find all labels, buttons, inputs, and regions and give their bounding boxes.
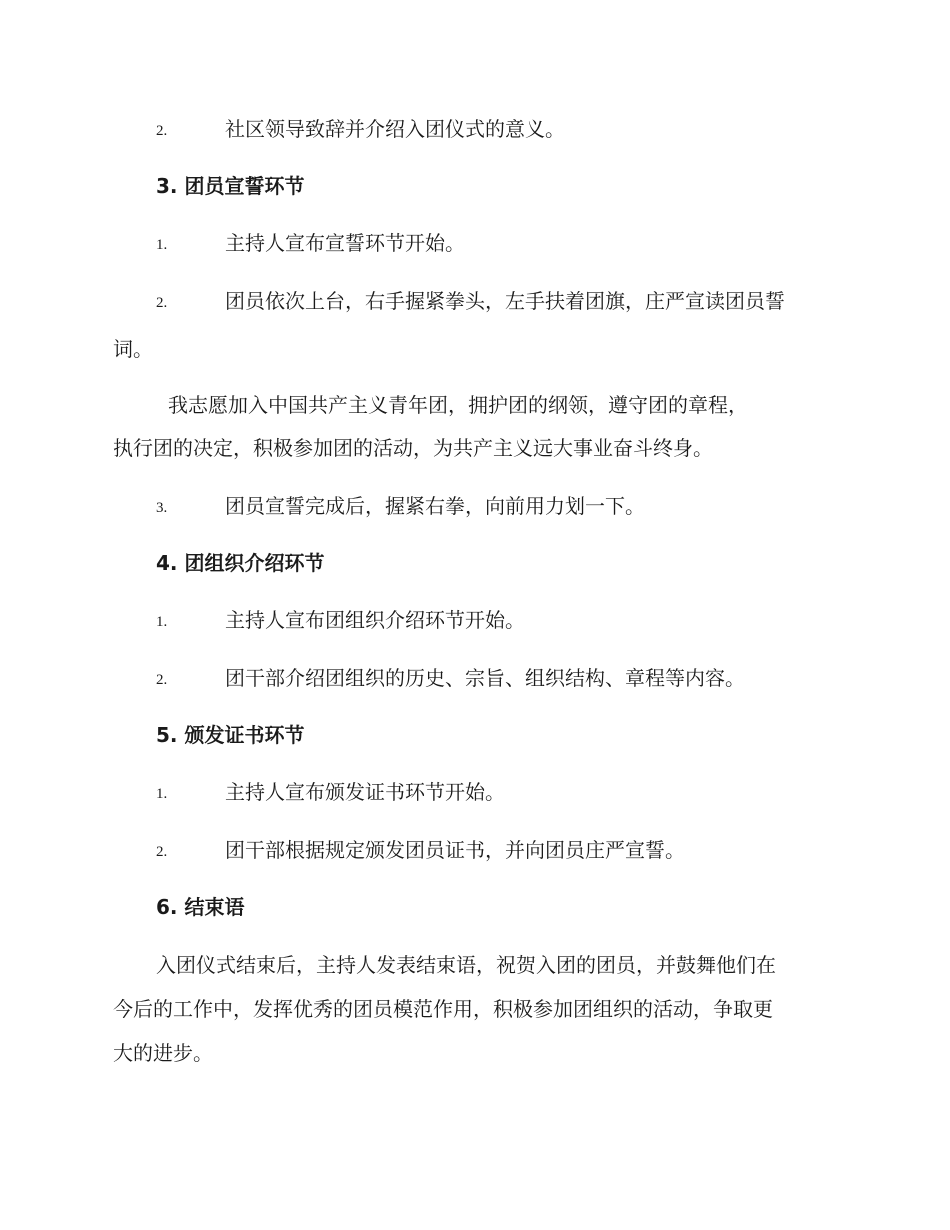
list-number: 1.	[156, 614, 168, 630]
list-number: 2.	[156, 844, 168, 860]
oath-text: 我志愿加入中国共产主义青年团，拥护团的纲领，遵守团的章程，	[168, 393, 748, 417]
list-number: 3.	[156, 500, 168, 516]
paragraph-text: 大的进步。	[113, 1041, 213, 1065]
list-number: 2.	[156, 672, 168, 688]
section-heading: 6. 结束语	[156, 895, 245, 919]
list-text: 团干部介绍团组织的历史、宗旨、组织结构、章程等内容。	[225, 666, 745, 690]
list-text: 团员依次上台，右手握紧拳头，左手扶着团旗，庄严宣读团员誓	[225, 289, 785, 313]
paragraph-text: 今后的工作中，发挥优秀的团员模范作用，积极参加团组织的活动，争取更	[113, 997, 773, 1021]
list-text: 主持人宣布团组织介绍环节开始。	[225, 608, 525, 632]
list-number: 2.	[156, 295, 168, 311]
list-number: 1.	[156, 237, 168, 253]
list-text-continuation: 词。	[113, 337, 153, 361]
list-text: 主持人宣布颁发证书环节开始。	[225, 780, 505, 804]
list-number: 1.	[156, 786, 168, 802]
section-heading: 3. 团员宣誓环节	[156, 174, 305, 198]
section-heading: 5. 颁发证书环节	[156, 723, 305, 747]
list-number: 2.	[156, 123, 168, 139]
list-text: 社区领导致辞并介绍入团仪式的意义。	[225, 117, 565, 141]
list-text: 团员宣誓完成后，握紧右拳，向前用力划一下。	[225, 494, 645, 518]
list-text: 主持人宣布宣誓环节开始。	[225, 231, 465, 255]
paragraph-text: 入团仪式结束后，主持人发表结束语，祝贺入团的团员，并鼓舞他们在	[156, 953, 776, 977]
oath-text: 执行团的决定，积极参加团的活动，为共产主义远大事业奋斗终身。	[113, 436, 713, 460]
list-text: 团干部根据规定颁发团员证书，并向团员庄严宣誓。	[225, 838, 685, 862]
section-heading: 4. 团组织介绍环节	[156, 551, 325, 575]
